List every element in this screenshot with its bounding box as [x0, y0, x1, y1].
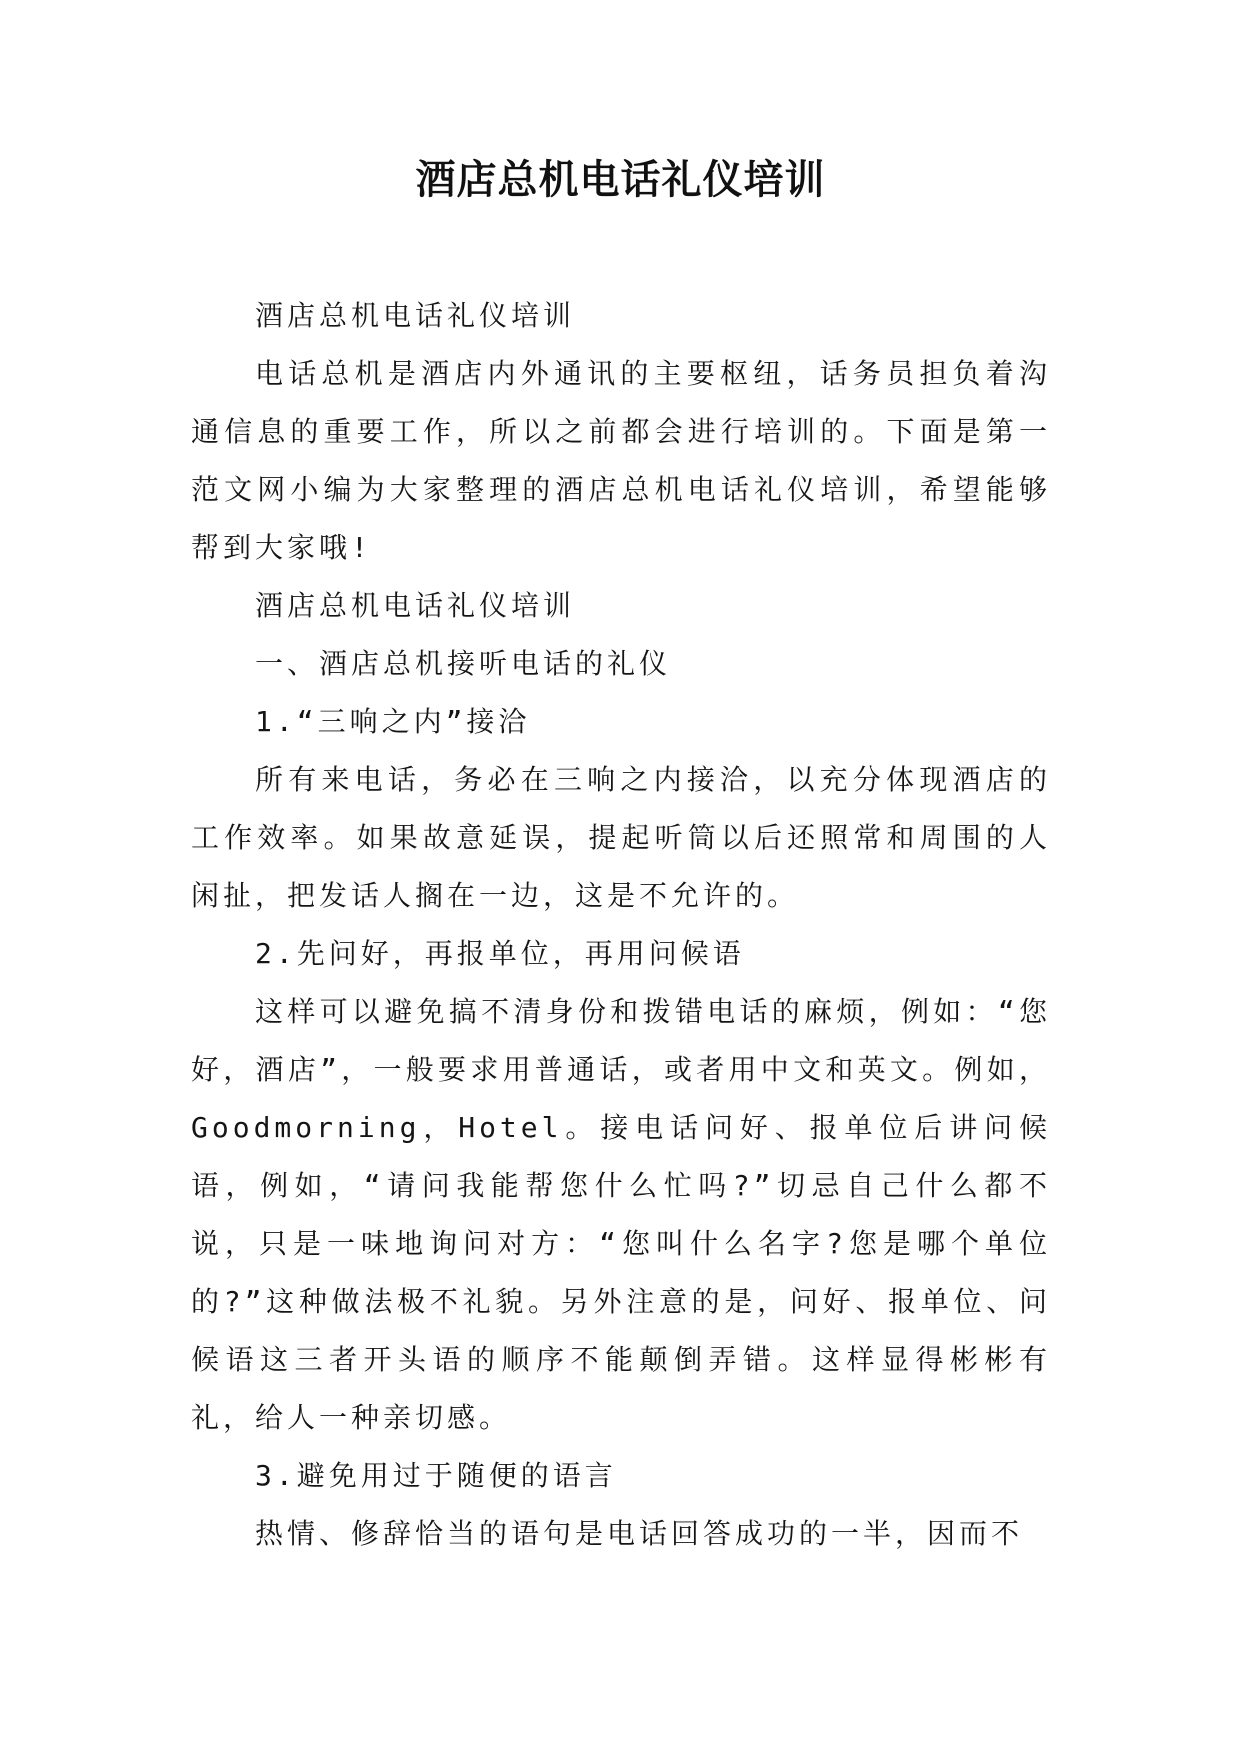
heading-item-2: 2.先问好，再报单位，再用问候语 — [255, 937, 745, 970]
paragraph-subtitle: 酒店总机电话礼仪培训 — [255, 299, 576, 332]
heading-section-1: 一、酒店总机接听电话的礼仪 — [255, 647, 672, 680]
heading-item-1: 1.“三响之内”接洽 — [255, 705, 531, 738]
heading-item-3: 3.避免用过于随便的语言 — [255, 1459, 617, 1492]
paragraph-intro: 电话总机是酒店内外通讯的主要枢纽，话务员担负着沟通信息的重要工作，所以之前都会进行培训的。下面是第一范文网小编为大家整理的酒店总机电话礼仪培训，希望能够帮到大家哦! — [191, 357, 1051, 564]
paragraph-item-3: 热情、修辞恰当的语句是电话回答成功的一半，因而不 — [255, 1517, 1024, 1550]
document-title: 酒店总机电话礼仪培训 — [415, 156, 826, 203]
paragraph-item-1: 所有来电话，务必在三响之内接洽，以充分体现酒店的工作效率。如果故意延误，提起听筒以后还照常和周围的人闲扯，把发话人搁在一边，这是不允许的。 — [191, 763, 1051, 912]
paragraph-item-2: 这样可以避免搞不清身份和拨错电话的麻烦，例如：“您好，酒店”，一般要求用普通话，或者用中文和英文。例如，Goodmorning，Hotel。接电话问好、报单位后讲问候语，例如，“请问我能帮您什么忙吗?”切忌自己什么都不说，只是一味地询问对方：“您叫什么名字?您是哪个单位的?”这种做法极不礼貌。另外注意的是，问好、报单位、问候语这三者开头语的顺序不能颠倒弄错。这样显得彬彬有礼，给人一种亲切感。 — [191, 995, 1051, 1434]
paragraph-section-title: 酒店总机电话礼仪培训 — [255, 589, 576, 622]
document-body — [191, 287, 1051, 1563]
